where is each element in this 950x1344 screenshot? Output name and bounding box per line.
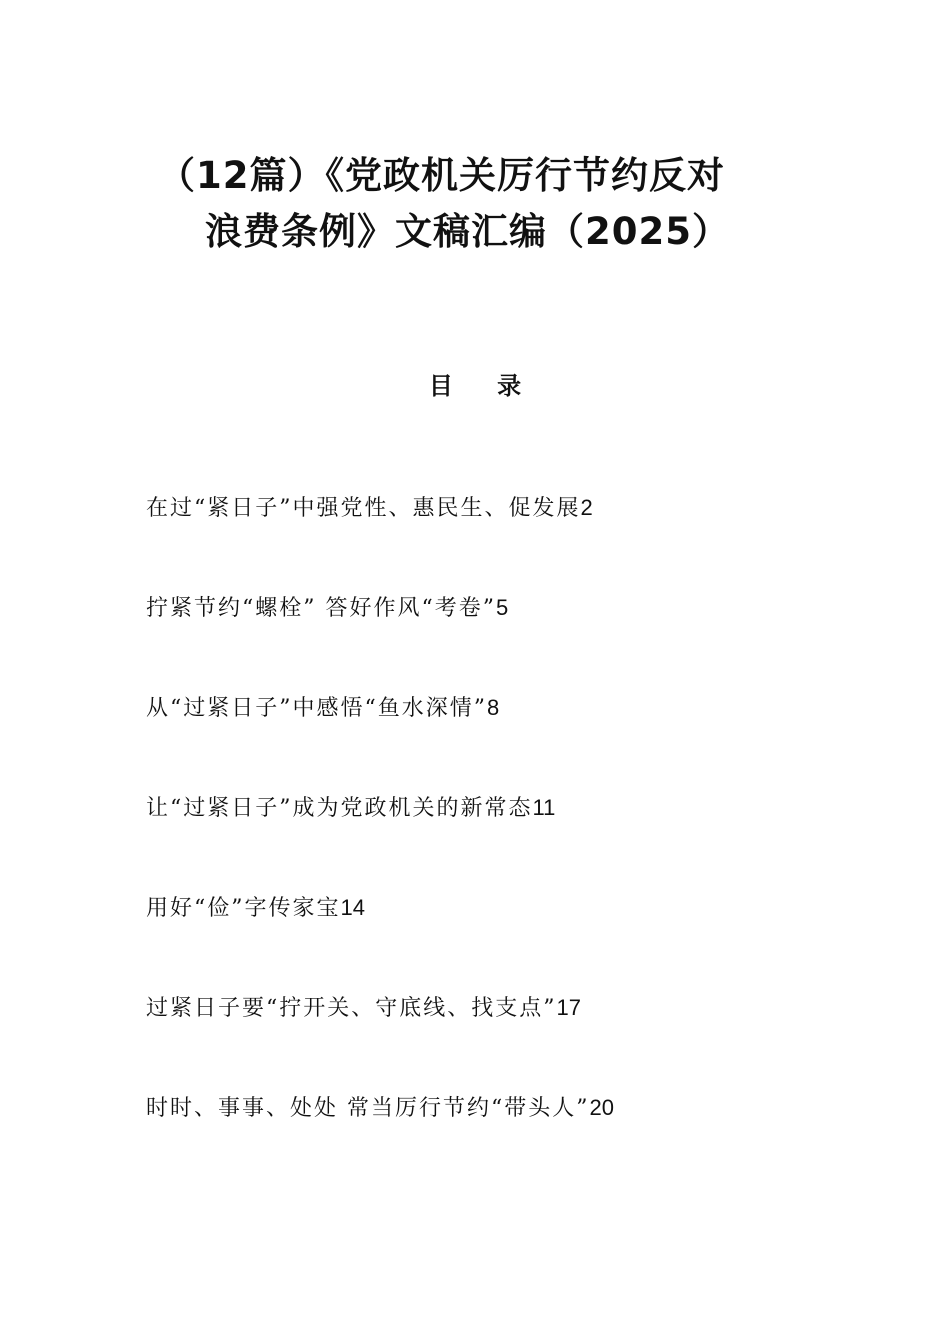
toc-entry-title: 在过“紧日子”中强党性、惠民生、促发展 [146, 496, 581, 521]
toc-entry-title: 拧紧节约“螺栓” 答好作风“考卷” [146, 596, 496, 621]
title-line-2: 浪费条例》文稿汇编（2025） [205, 210, 730, 253]
toc-heading: 目 录 [428, 372, 540, 400]
title-line-1: （12篇）《党政机关厉行节约反对 [158, 154, 725, 197]
toc-entry-page: 2 [580, 495, 593, 520]
toc-entry-title: 让“过紧日子”成为党政机关的新常态 [146, 796, 533, 821]
toc-entry[interactable] [146, 890, 846, 990]
toc-entry[interactable] [146, 1090, 846, 1190]
toc-entry[interactable] [146, 590, 846, 690]
toc-entry-title: 用好“俭”字传家宝 [146, 896, 341, 921]
toc-entry-title: 时时、事事、处处 常当厉行节约“带头人” [146, 1096, 590, 1121]
toc-entry-title: 从“过紧日子”中感悟“鱼水深情” [146, 696, 487, 721]
toc-entry[interactable] [146, 690, 846, 790]
toc-entry[interactable] [146, 490, 846, 590]
toc-entry-page: 11 [532, 795, 556, 820]
toc-entry-page: 17 [556, 995, 581, 1020]
toc-entry-page: 5 [495, 595, 509, 620]
toc-entry-page: 14 [340, 895, 365, 920]
toc-entry-page: 8 [487, 695, 500, 720]
toc-entry-title: 过紧日子要“拧开关、守底线、找支点” [146, 996, 557, 1021]
table-of-contents [146, 490, 846, 1190]
toc-entry[interactable] [146, 990, 846, 1090]
toc-entry-page: 20 [589, 1095, 614, 1120]
toc-entry[interactable] [146, 790, 846, 890]
document-title [0, 148, 950, 260]
